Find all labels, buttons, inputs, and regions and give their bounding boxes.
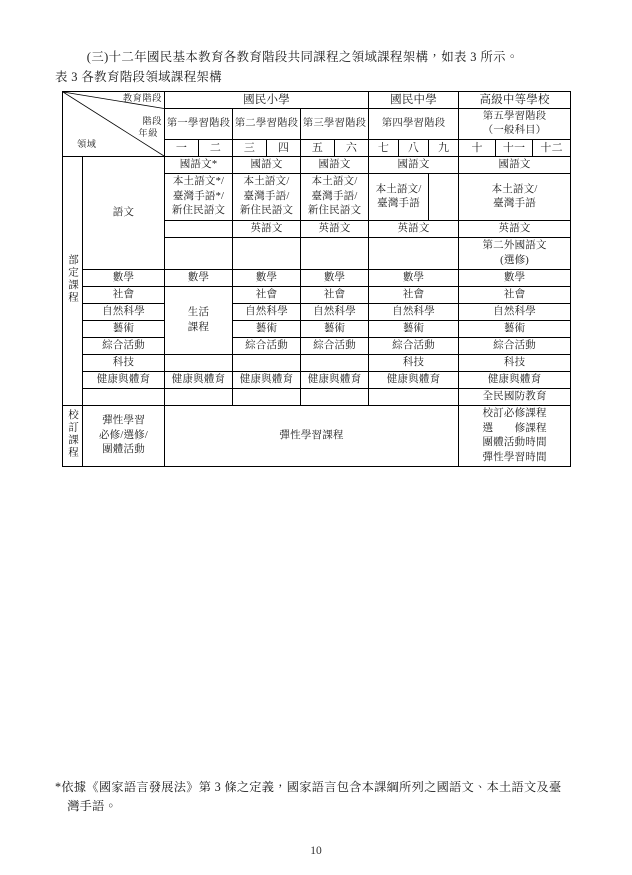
domain-language: 語文	[83, 157, 165, 270]
cell-local-language-stage4: 本土語文/ 臺灣手語	[369, 174, 429, 221]
cell-math-stage2: 數學	[233, 270, 301, 287]
cell-health-pe-stage5: 健康與體育	[459, 372, 571, 389]
grade-12: 十二	[533, 140, 571, 157]
learning-stage-5-subtitle: （一般科目）	[482, 125, 547, 136]
cell-social-stage3: 社會	[301, 287, 369, 304]
cell-english-stage2: 英語文	[233, 221, 301, 238]
table-row-integrative	[63, 338, 571, 355]
cell-integrative-stage3: 綜合活動	[301, 338, 369, 355]
grade-4: 四	[267, 140, 301, 157]
cell-integrative-stage2: 綜合活動	[233, 338, 301, 355]
cell-technology-stage5: 科技	[459, 355, 571, 372]
cell-science-stage3: 自然科學	[301, 304, 369, 321]
cell-defense-stage5: 全民國防教育	[459, 389, 571, 406]
cell-mandarin-stage5: 國語文	[459, 157, 571, 174]
cell-math-stage3: 數學	[301, 270, 369, 287]
cell-integrative-stage5: 綜合活動	[459, 338, 571, 355]
school-level-elementary: 國民小學	[165, 92, 369, 109]
table-row-arts	[63, 321, 571, 338]
grade-10: 十	[459, 140, 496, 157]
cell-arts-stage4: 藝術	[369, 321, 459, 338]
cell-health-pe-stage1: 健康與體育	[165, 372, 233, 389]
course-type-school-defined-label: 校訂課程	[67, 408, 78, 459]
cell-integrative-stage4: 綜合活動	[369, 338, 459, 355]
curriculum-framework-table	[62, 91, 571, 467]
cell-health-pe-stage2: 健康與體育	[233, 372, 301, 389]
domain-blank	[83, 389, 165, 406]
learning-stage-4: 第四學習階段	[369, 109, 459, 140]
grade-5: 五	[301, 140, 335, 157]
footnote	[55, 778, 583, 816]
cell-arts-stage5: 藝術	[459, 321, 571, 338]
cell-local-language-stage3: 本土語文/ 臺灣手語/ 新住民語文	[301, 174, 369, 221]
domain-technology: 科技	[83, 355, 165, 372]
cell-math-stage1: 數學	[165, 270, 233, 287]
cell-english-stage5: 英語文	[459, 221, 571, 238]
cell-health-pe-stage3: 健康與體育	[301, 372, 369, 389]
cell-defense-stage1-empty	[165, 389, 233, 406]
cell-defense-stage2-empty	[233, 389, 301, 406]
cell-arts-stage2: 藝術	[233, 321, 301, 338]
table-row-math	[63, 270, 571, 287]
cell-math-stage5: 數學	[459, 270, 571, 287]
cell-mandarin-stage2: 國語文	[233, 157, 301, 174]
table-header-school-levels	[63, 92, 571, 109]
learning-stage-1: 第一學習階段	[165, 109, 233, 140]
grade-7: 七	[369, 140, 399, 157]
grade-9: 九	[429, 140, 459, 157]
cell-local-language-stage2: 本土語文/ 臺灣手語/ 新住民語文	[233, 174, 301, 221]
cell-arts-stage3: 藝術	[301, 321, 369, 338]
cell-second-foreign-stage1-empty	[165, 238, 233, 270]
table-row-health-pe	[63, 372, 571, 389]
domain-flexible-learning: 彈性學習 必修/選修/ 團體活動	[83, 406, 165, 467]
cell-mandarin-stage4: 國語文	[369, 157, 459, 174]
grade-11: 十一	[496, 140, 533, 157]
corner-label-domain: 領域	[77, 139, 97, 149]
cell-local-language-stage1: 本土語文*/ 臺灣手語*/ 新住民語文	[165, 174, 233, 221]
cell-mandarin-stage3: 國語文	[301, 157, 369, 174]
cell-technology-stage3-empty	[301, 355, 369, 372]
table-row-social	[63, 287, 571, 304]
cell-life-curriculum-stage1: 生活 課程	[165, 287, 233, 355]
cell-english-stage4: 英語文	[369, 221, 459, 238]
learning-stage-3: 第三學習階段	[301, 109, 369, 140]
cell-local-language-stage5: 本土語文/ 臺灣手語	[459, 174, 571, 221]
cell-math-stage4: 數學	[369, 270, 459, 287]
corner-header-cell	[63, 92, 165, 157]
cell-science-stage5: 自然科學	[459, 304, 571, 321]
school-level-junior-high: 國民中學	[369, 92, 459, 109]
school-level-senior-high: 高級中等學校	[459, 92, 571, 109]
cell-defense-stage4-empty	[369, 389, 459, 406]
learning-stage-2: 第二學習階段	[233, 109, 301, 140]
cell-second-foreign-stage5: 第二外國語文 (選修)	[459, 238, 571, 270]
domain-social: 社會	[83, 287, 165, 304]
footnote-line-2: 灣手語。	[67, 799, 118, 813]
cell-social-stage4: 社會	[369, 287, 459, 304]
corner-label-stage: 階段	[142, 116, 162, 126]
cell-second-foreign-stage4-empty	[369, 238, 459, 270]
table-row-national-defense	[63, 389, 571, 406]
cell-technology-stage2-empty	[233, 355, 301, 372]
intro-text: (三)十二年國民基本教育各教育階段共同課程之領域課程架構，如表 3 所示。	[86, 50, 519, 64]
cell-technology-stage4: 科技	[369, 355, 459, 372]
cell-english-stage1-empty	[165, 221, 233, 238]
cell-social-stage2: 社會	[233, 287, 301, 304]
learning-stage-5-name: 第五學習階段	[482, 111, 547, 122]
curriculum-table-wrapper	[62, 91, 570, 467]
domain-arts: 藝術	[83, 321, 165, 338]
corner-label-education-stage: 教育階段	[122, 93, 162, 103]
course-type-school-defined	[63, 406, 83, 467]
table-caption: 表 3 各教育階段領域課程架構	[55, 70, 223, 84]
cell-local-language-grade9-empty	[429, 174, 459, 221]
cell-school-defined-senior: 校訂必修課程 選 修課程 團體活動時間 彈性學習時間	[459, 406, 571, 467]
table-row-science	[63, 304, 571, 321]
table-row-school-defined	[63, 406, 571, 467]
table-row-technology	[63, 355, 571, 372]
domain-math: 數學	[83, 270, 165, 287]
footnote-line-1: *依據《國家語言發展法》第 3 條之定義，國家語言包含本課綱所列之國語文、本土語文及臺	[55, 780, 562, 794]
cell-defense-stage3-empty	[301, 389, 369, 406]
corner-label-grade: 年級	[138, 128, 158, 138]
cell-science-stage4: 自然科學	[369, 304, 459, 321]
cell-english-stage3: 英語文	[301, 221, 369, 238]
cell-second-foreign-stage2-empty	[233, 238, 301, 270]
cell-mandarin-stage1: 國語文*	[165, 157, 233, 174]
domain-integrative: 綜合活動	[83, 338, 165, 355]
grade-1: 一	[165, 140, 199, 157]
cell-social-stage5: 社會	[459, 287, 571, 304]
grade-6: 六	[335, 140, 369, 157]
domain-science: 自然科學	[83, 304, 165, 321]
course-type-required-label: 部定課程	[67, 253, 78, 304]
cell-science-stage2: 自然科學	[233, 304, 301, 321]
cell-health-pe-stage4: 健康與體育	[369, 372, 459, 389]
domain-health-pe: 健康與體育	[83, 372, 165, 389]
grade-8: 八	[399, 140, 429, 157]
intro-paragraph	[62, 48, 582, 66]
grade-2: 二	[199, 140, 233, 157]
cell-second-foreign-stage3-empty	[301, 238, 369, 270]
grade-3: 三	[233, 140, 267, 157]
cell-flexible-course: 彈性學習課程	[165, 406, 459, 467]
cell-technology-stage1-empty	[165, 355, 233, 372]
page-number: 10	[310, 845, 322, 857]
learning-stage-5	[459, 109, 571, 140]
course-type-required	[63, 157, 83, 406]
table-row-mandarin	[63, 157, 571, 174]
